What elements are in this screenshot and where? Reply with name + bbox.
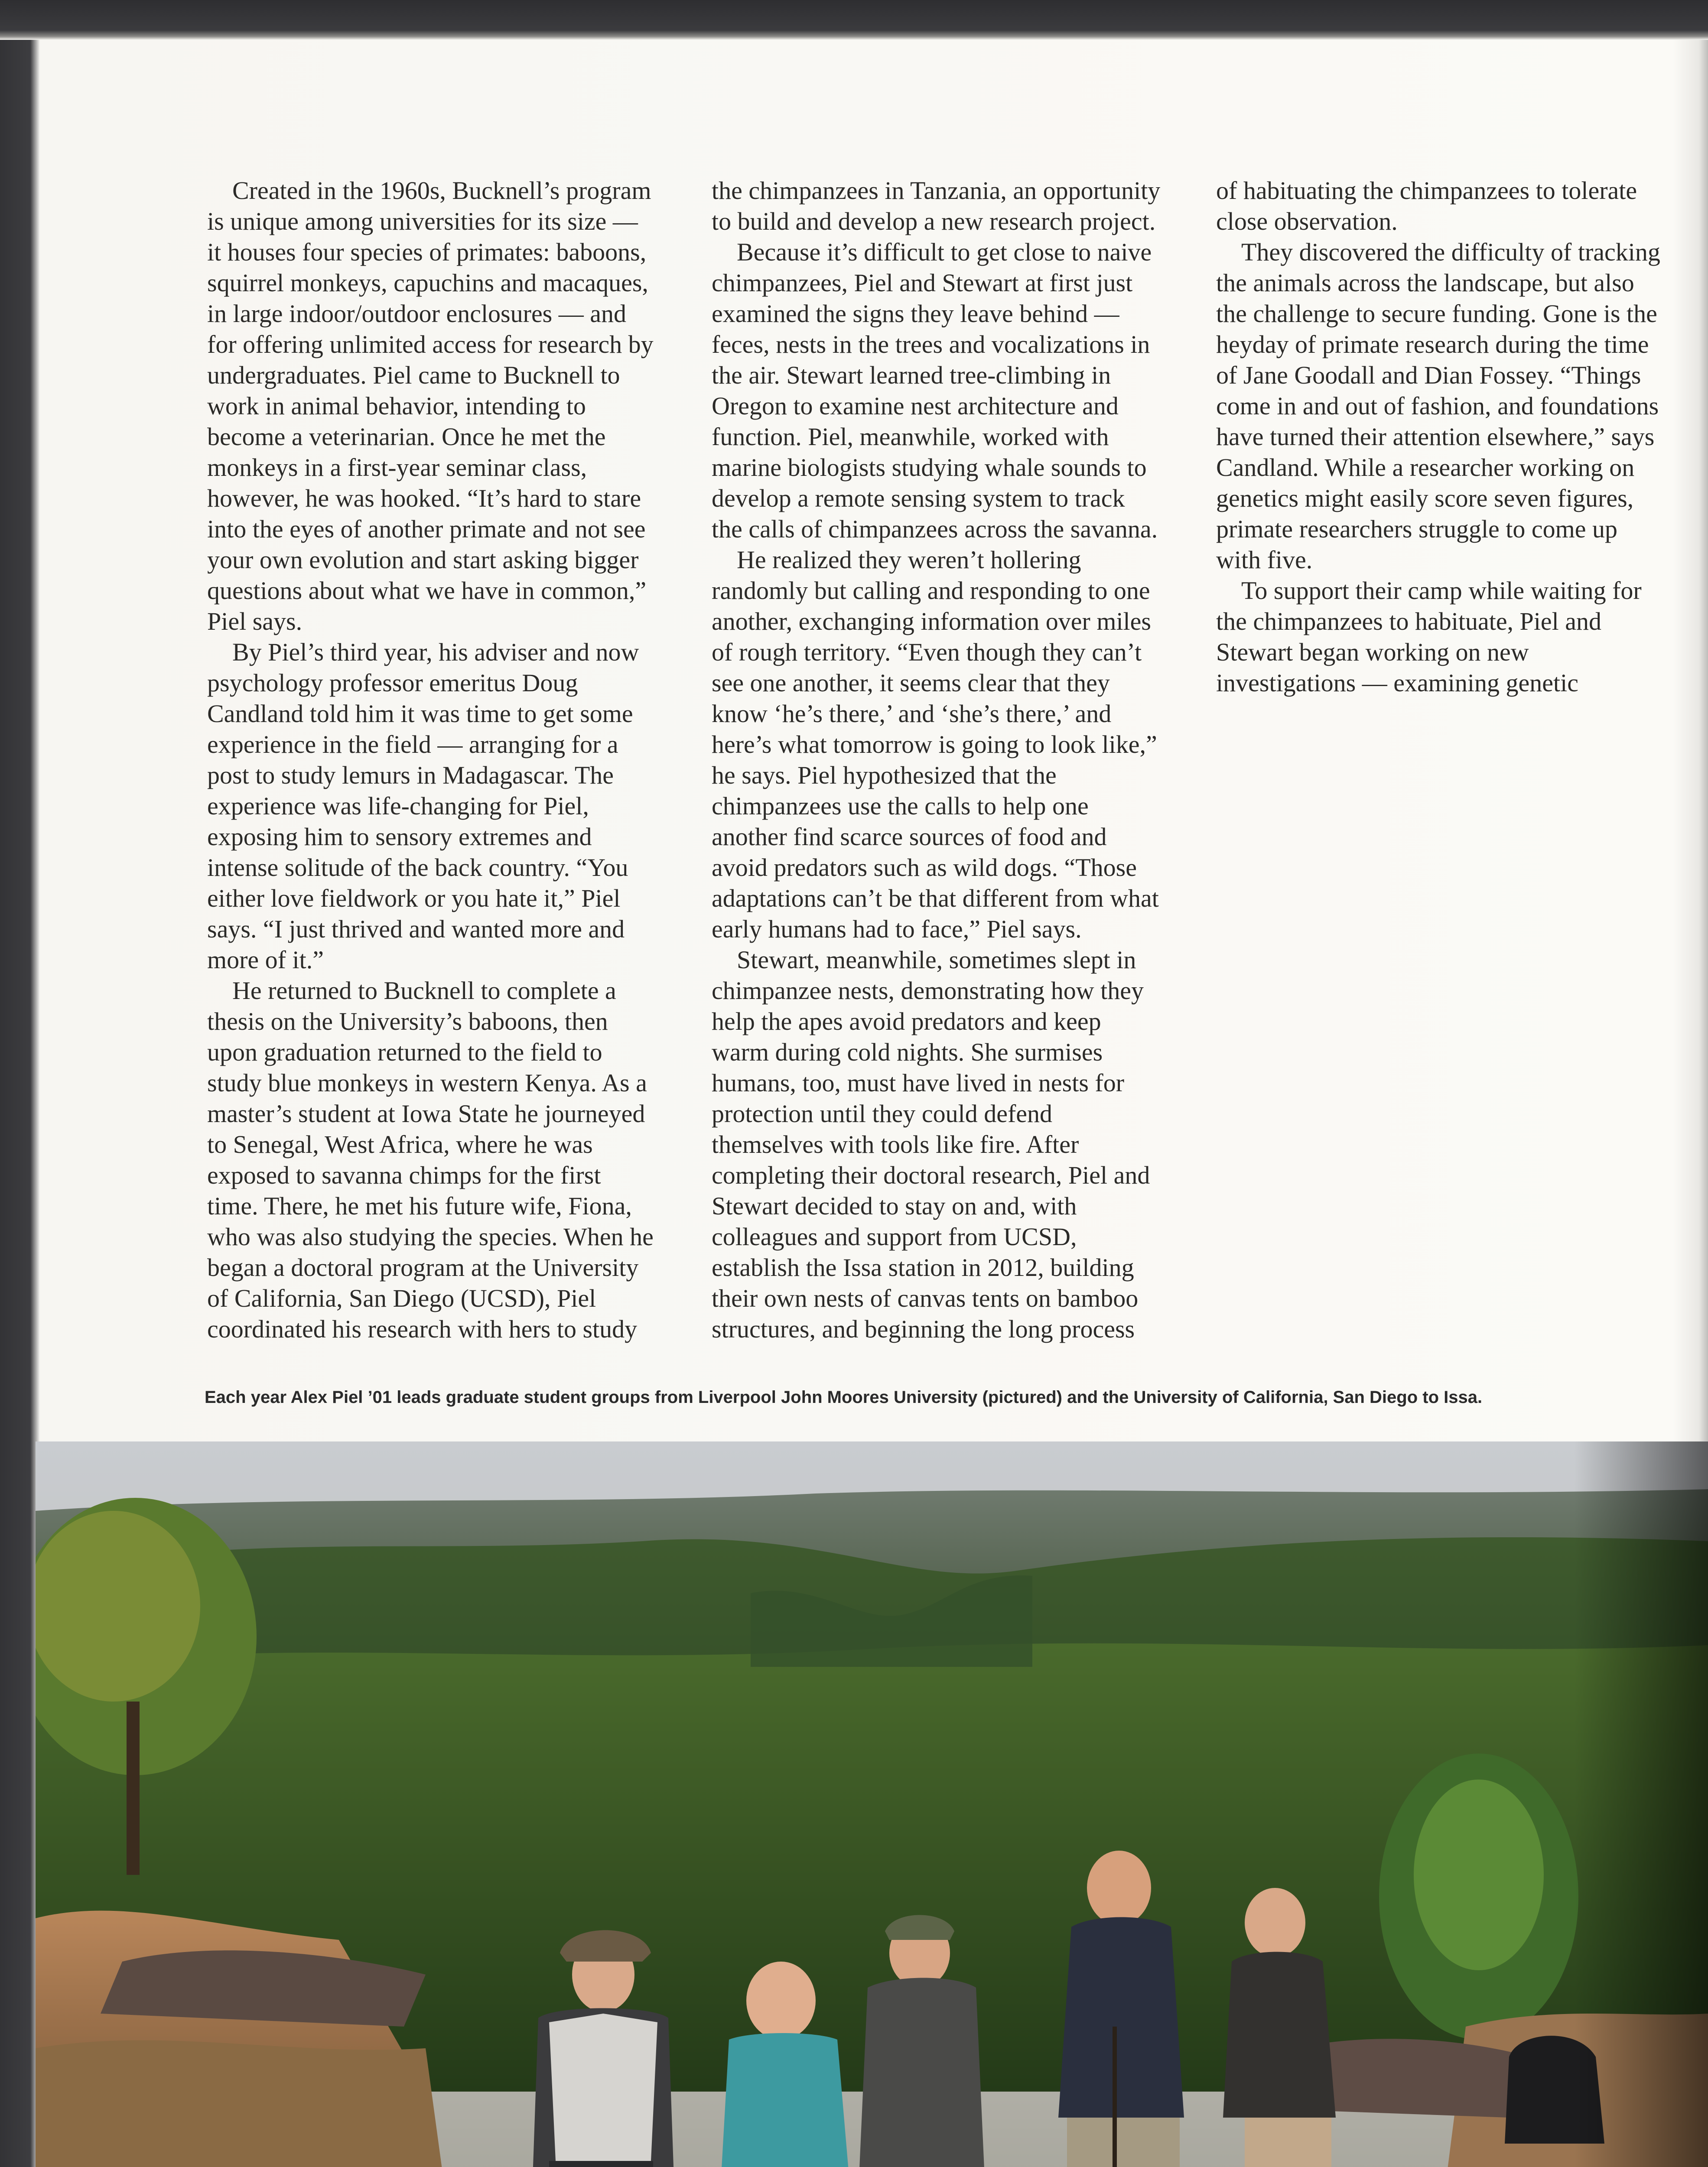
paragraph: To support their camp while waiting for the chimpanzees to habituate, Piel and Stewart began working on new investigations — examining genetic [1216, 576, 1642, 697]
paragraph: He realized they weren’t hollering randomly but calling and responding to one another, exchanging information over miles of rough territory. “Even though they can’t see one another, it seems clear that they know ‘he’s there,’ and ‘she’s there,’ and here’s what tomorrow is going to look like,” he says. Piel hypothesized that the chimpanzees use the calls to help one another find scarce sources of food and avoid predators such as wild dogs. “Those adaptations can’t be that different from what early humans had to face,” Piel says. [712, 546, 1159, 943]
paragraph: Stewart, meanwhile, sometimes slept in chimpanzee nests, demonstrating how they help the apes avoid predators and keep warm during cold nights. She surmises humans, too, must have lived in nests for protection until they could defend themselves with tools like fire. After completing their doctoral research, Piel and Stewart decided to stay on and, with colleagues and support from UCSD, establish the Issa station in 2012, building their own nests of canvas tents on bamboo structures, and beginning the long process of habituating the chimpanzees to tolerate close observation. [712, 176, 1637, 1343]
article-body [207, 175, 1665, 1376]
paragraph: Because it’s difficult to get close to naive chimpanzees, Piel and Stewart at first just examined the signs they leave behind — feces, nests in the trees and vocalizations in the air. Stewart learned tree-climbing in Oregon to examine nest architecture and function. Piel, meanwhile, worked with marine biologists studying whale sounds to develop a remote sensing system to track the calls of chimpanzees across the savanna. [712, 238, 1158, 543]
paragraph: They discovered the difficulty of tracking the animals across the landscape, but also the challenge to secure funding. Gone is the heyday of primate research during the time of Jane Goodall and Dian Fossey. “Things come in and out of fashion, and foundations have turned their attention elsewhere,” says Candland. While a researcher working on genetics might easily score seven figures, primate researchers struggle to come up with five. [1216, 238, 1660, 574]
paragraph: Created in the 1960s, Bucknell’s program is unique among universities for its size — it houses four species of primates: baboons, squirrel monkeys, capuchins and macaques, in large indoor/outdoor enclosures — and for offering unlimited access for research by undergraduates. Piel came to Bucknell to work in animal behavior, intending to become a veterinarian. Once he met the monkeys in a first-year seminar class, however, he was hooked. “It’s hard to stare into the eyes of another primate and not see your own evolution and start asking bigger questions about what we have in common,” Piel says. [207, 176, 654, 635]
scan-top-edge [0, 0, 1708, 40]
photo-caption: Each year Alex Piel ’01 leads graduate student groups from Liverpool John Moores University (pictured) and the University of California, San Diego to Issa. [205, 1388, 1483, 1407]
group-photo [36, 1441, 1708, 2167]
paragraph: He returned to Bucknell to complete a thesis on the University’s baboons, then upon graduation returned to the field to study blue monkeys in western Kenya. As a master’s student at Iowa State he journeyed to Senegal, West Africa, where he was exposed to savanna chimps for the first time. There, he met his future wife, Fiona, who was also studying the species. When he began a doctoral program at the University of California, San Diego (UCSD), Piel coordinated his research with hers to study the chimpanzees in Tanzania, an opportunity to build and develop a new research project. [207, 176, 1161, 1343]
paragraph: By Piel’s third year, his adviser and now psychology professor emeritus Doug Candland told him it was time to get some experience in the field — arranging for a post to study lemurs in Madagascar. The experience was life-changing for Piel, exposing him to sensory extremes and intense solitude of the back country. “You either love fieldwork or you hate it,” Piel says. “I just thrived and wanted more and more of it.” [207, 638, 639, 974]
